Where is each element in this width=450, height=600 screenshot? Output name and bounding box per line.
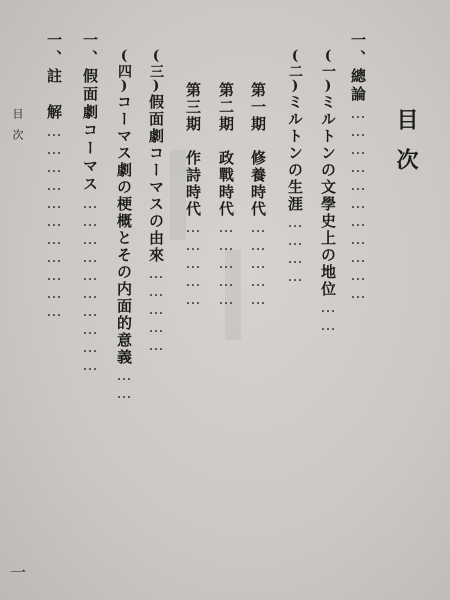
toc-section-comus — [82, 32, 98, 374]
toc-sub-synopsis — [116, 48, 132, 402]
toc-sub-origin — [148, 48, 164, 354]
subsection-marker: (四) — [116, 48, 132, 94]
dot-leader: …… — [115, 366, 133, 402]
period-title: 第一期 修養時代 — [249, 82, 267, 218]
subsection-title: 假面劇コーマスの由來 — [147, 94, 165, 264]
toc-sub-literary-position — [320, 48, 336, 334]
dot-leader: …………… — [217, 218, 235, 308]
dot-leader: …… — [319, 298, 337, 334]
subsection-marker: (二) — [287, 48, 303, 94]
toc-period-2 — [218, 82, 234, 308]
dot-leader: …………………………… — [349, 104, 367, 302]
section-title: 總論 — [349, 68, 367, 104]
section-marker: 一、 — [81, 32, 99, 68]
page-number: 一 — [10, 563, 27, 582]
period-title: 第二期 政戰時代 — [217, 82, 235, 218]
toc-section-notes — [46, 32, 62, 320]
subsection-marker: (三) — [148, 48, 164, 94]
subsection-title: ミルトンの文學史上の地位 — [319, 94, 337, 298]
section-title: 假面劇コーマス — [81, 68, 99, 194]
toc-title: 目次 — [393, 108, 419, 188]
dot-leader: …………… — [184, 218, 202, 308]
dot-leader: …………………………… — [45, 122, 63, 320]
toc-period-3 — [185, 82, 201, 308]
running-title: 目次 — [11, 108, 24, 150]
toc-sub-life — [287, 48, 303, 285]
section-marker: 一、 — [45, 32, 63, 68]
toc-section-general — [350, 32, 366, 302]
subsection-title: コーマス劇の梗概とその内面的意義 — [115, 94, 133, 366]
subsection-title: ミルトンの生涯 — [286, 94, 304, 213]
section-title: 註 解 — [45, 68, 63, 122]
dot-leader: ………… — [286, 213, 304, 285]
dot-leader: ………………………… — [81, 194, 99, 374]
dot-leader: …………… — [249, 218, 267, 308]
toc-period-1 — [250, 82, 266, 308]
section-marker: 一、 — [349, 32, 367, 68]
period-title: 第三期 作詩時代 — [184, 82, 202, 218]
subsection-marker: (一) — [320, 48, 336, 94]
dot-leader: …………… — [147, 264, 165, 354]
